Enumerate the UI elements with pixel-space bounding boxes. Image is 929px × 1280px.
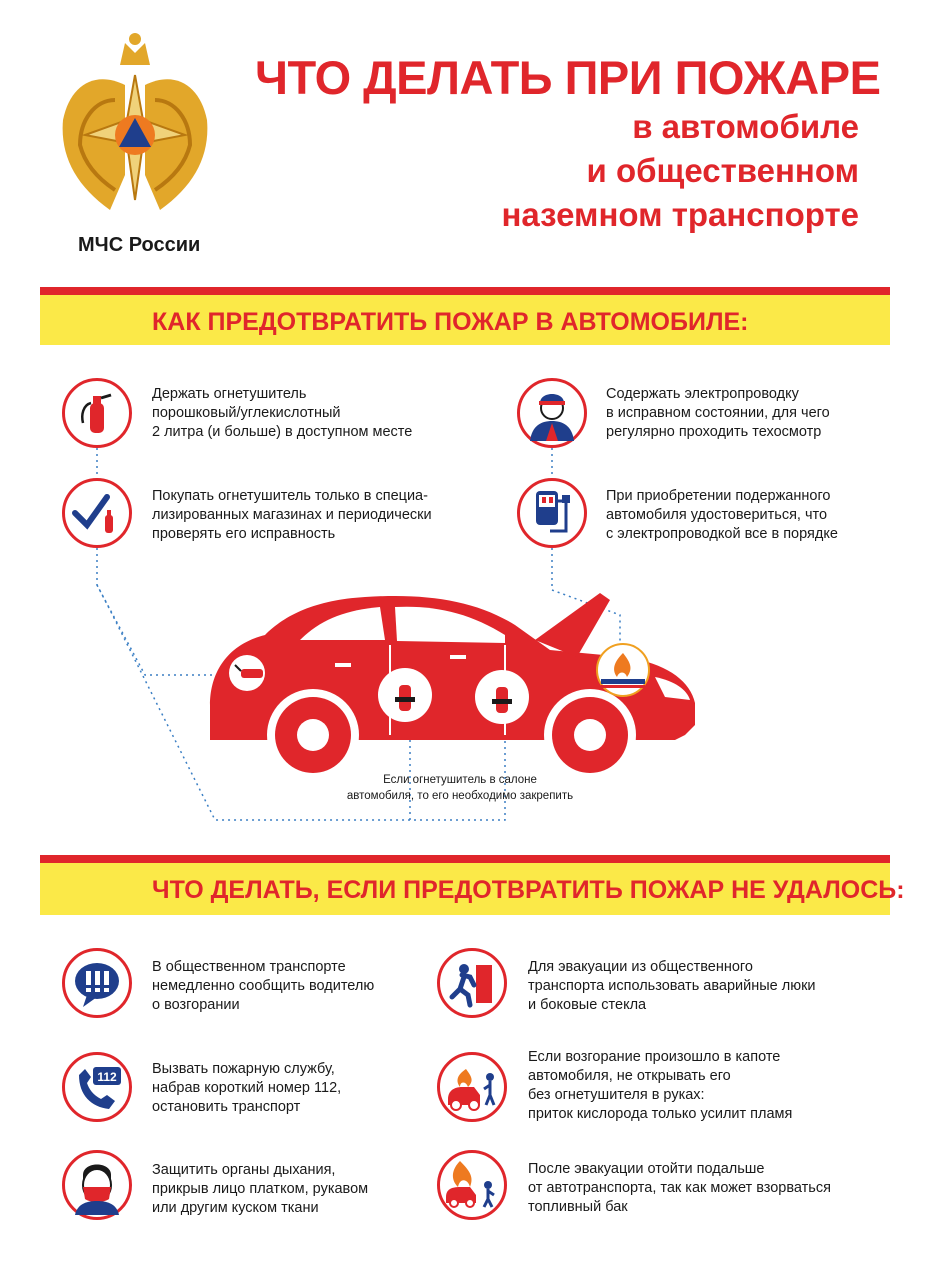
- failed-text-5: Защитить органы дыхания, прикрыв лицо платком, рукавом или другим куском ткани: [152, 1162, 369, 1216]
- failed-text-1: В общественном транспорте немедленно сообщить водителю о возгорании: [152, 959, 375, 1013]
- car-illustration: [205, 585, 700, 785]
- page-title: ЧТО ДЕЛАТЬ ПРИ ПОЖАРЕ: [255, 51, 881, 104]
- failed-text-6: После эвакуации отойти подальше от автотранспорта, так как может взорваться топливный бак: [528, 1161, 831, 1215]
- failed-text-4: Если возгорание произошло в капоте автомобиля, не открывать его без огнетушителя в руках: приток кислорода только усилит пламя: [528, 1049, 793, 1122]
- face-mask-icon: [62, 1150, 132, 1220]
- alert-message-icon: [62, 948, 132, 1018]
- section-heading-prevent: КАК ПРЕДОТВРАТИТЬ ПОЖАР В АВТОМОБИЛЕ:: [152, 308, 749, 336]
- fire-extinguisher-icon: [62, 378, 132, 448]
- failed-text-3: Вызвать пожарную службу, набрав короткий номер 112, остановить транспорт: [152, 1061, 342, 1115]
- hood-fire-icon: [437, 1052, 507, 1122]
- prevent-text-3: Покупать огнетушитель только в специа- лизированных магазинах и периодически проверять его исправность: [152, 488, 432, 542]
- emergency-exit-icon: [437, 948, 507, 1018]
- diagnostic-tool-icon: [517, 478, 587, 548]
- page-subtitle-line-1: в автомобиле: [632, 108, 859, 145]
- section-heading-failed: ЧТО ДЕЛАТЬ, ЕСЛИ ПРЕДОТВРАТИТЬ ПОЖАР НЕ УДАЛОСЬ:: [152, 876, 905, 904]
- mechanic-icon: [517, 378, 587, 448]
- phone-112-icon: [62, 1052, 132, 1122]
- section-divider: [40, 855, 890, 863]
- car-note: Если огнетушитель в салоне автомобиля, то его необходимо закрепить: [346, 774, 574, 802]
- prevent-text-2: Содержать электропроводку в исправном состоянии, для чего регулярно проходить техосмотр: [606, 386, 830, 440]
- failed-text-2: Для эвакуации из общественного транспорта использовать аварийные люки и боковые стекла: [528, 959, 816, 1013]
- page-subtitle-line-3: наземном транспорте: [501, 196, 859, 233]
- org-name: МЧС России: [78, 234, 201, 256]
- prevent-text-1: Держать огнетушитель порошковый/углекислотный 2 литра (и больше) в доступном месте: [152, 386, 413, 440]
- car-explosion-icon: [437, 1150, 507, 1220]
- checkmark-extinguisher-icon: [62, 478, 132, 548]
- prevent-text-4: При приобретении подержанного автомобиля удостовериться, что с электропроводкой все в порядке: [606, 488, 838, 542]
- page-subtitle-line-2: и общественном: [586, 152, 859, 189]
- phone-number-label: 112: [97, 1070, 117, 1084]
